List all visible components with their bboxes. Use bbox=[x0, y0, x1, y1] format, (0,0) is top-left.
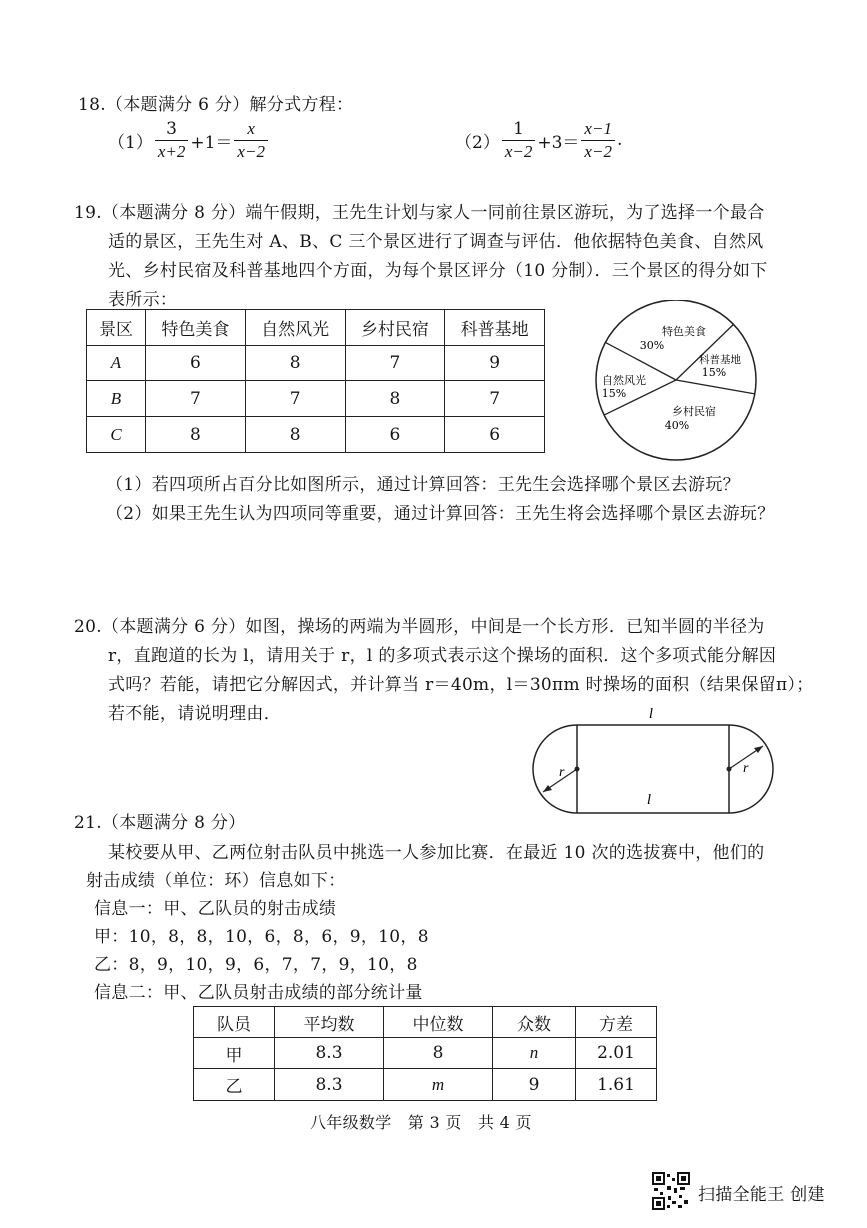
q21-info-2: 信息二：甲、乙队员射击成绩的部分统计量 bbox=[94, 983, 423, 1003]
table-cell: 1.61 bbox=[576, 1069, 657, 1101]
q18-p2-label: （2） bbox=[455, 132, 500, 153]
table-cell: 7 bbox=[146, 381, 246, 417]
table-cell: C bbox=[87, 417, 146, 453]
bottom-length-label: l bbox=[646, 792, 652, 808]
pie-label-pct: 15% bbox=[601, 387, 627, 400]
q21-info-1: 信息一：甲、乙队员的射击成绩 bbox=[94, 899, 337, 919]
numerator: x−1 bbox=[581, 118, 615, 141]
qr-code-icon bbox=[652, 1172, 690, 1210]
table-cell: 8 bbox=[384, 1038, 493, 1069]
q21-header: 21.（本题满分 8 分） bbox=[74, 813, 246, 833]
q19-line-2: 适的景区，王先生对 A、B、C 三个景区进行了调查与评估．他依据特色美食、自然风 bbox=[108, 232, 764, 252]
q21-jia-scores: 甲：10，8，8，10，6，8，6，9，10，8 bbox=[94, 927, 429, 947]
q19-line-1: 19.（本题满分 8 分）端午假期，王先生计划与家人一同前往景区游玩，为了选择一个最合 bbox=[74, 203, 765, 223]
table-row bbox=[87, 417, 545, 453]
q19-pie-chart bbox=[592, 300, 762, 470]
q18-equation-1 bbox=[108, 112, 270, 168]
denominator: x−2 bbox=[237, 141, 265, 161]
q18-p2-mid: +3＝ bbox=[537, 132, 580, 153]
table-row bbox=[194, 1069, 657, 1101]
table-cell: 7 bbox=[345, 346, 445, 381]
table-row bbox=[87, 346, 545, 381]
q20-track-figure bbox=[525, 700, 785, 820]
table-cell: 2.01 bbox=[576, 1038, 657, 1069]
table-cell: n bbox=[493, 1038, 576, 1069]
q19-score-table bbox=[86, 309, 545, 453]
table-row bbox=[194, 1038, 657, 1069]
left-radius-label: r bbox=[559, 765, 565, 780]
page-footer: 八年级数学 第 3 页 共 4 页 bbox=[310, 1113, 532, 1132]
table-cell: 8 bbox=[146, 417, 246, 453]
q19-sub-1: （1）若四项所占百分比如图所示，通过计算回答：王先生会选择哪个景区去游玩？ bbox=[106, 475, 740, 495]
denominator: x−2 bbox=[504, 141, 533, 161]
table-header-cell: 平均数 bbox=[275, 1007, 384, 1038]
pie-label-name: 特色美食 bbox=[662, 325, 706, 338]
table-header-cell: 自然风光 bbox=[245, 310, 345, 346]
table-cell: 6 bbox=[146, 346, 246, 381]
top-length-label: l bbox=[648, 706, 654, 722]
left-arrow-icon bbox=[543, 785, 552, 792]
q18-p1-mid: +1＝ bbox=[190, 132, 233, 153]
q20-line-1: 20.（本题满分 6 分）如图，操场的两端为半圆形，中间是一个长方形．已知半圆的半径为 bbox=[74, 617, 765, 637]
right-radius-label: r bbox=[743, 761, 749, 776]
table-cell: A bbox=[87, 346, 146, 381]
pie-label-name: 乡村民宿 bbox=[672, 405, 716, 418]
table-row bbox=[87, 381, 545, 417]
q18-p2-rhs-fraction bbox=[581, 118, 615, 163]
denominator: x+2 bbox=[157, 141, 186, 161]
q18-p1-label: （1） bbox=[108, 132, 153, 153]
pie-slice-boundary bbox=[676, 380, 755, 394]
table-cell: 7 bbox=[445, 381, 545, 417]
table-header-cell: 中位数 bbox=[384, 1007, 493, 1038]
table-cell: 乙 bbox=[194, 1069, 275, 1101]
pie-label-name: 自然风光 bbox=[602, 374, 646, 387]
q19-line-3: 光、乡村民宿及科普基地四个方面，为每个景区评分（10 分制）．三个景区的得分如下 bbox=[108, 261, 768, 281]
q21-line-2: 射击成绩（单位：环）信息如下： bbox=[86, 871, 346, 891]
table-cell: 6 bbox=[345, 417, 445, 453]
q18-header: 18.（本题满分 6 分）解分式方程： bbox=[78, 95, 354, 115]
table-cell: 甲 bbox=[194, 1038, 275, 1069]
table-cell: B bbox=[87, 381, 146, 417]
track-outline bbox=[533, 725, 773, 813]
pie-label-pct: 30% bbox=[639, 339, 665, 352]
right-arrow-icon bbox=[754, 746, 763, 753]
table-cell: 8 bbox=[245, 346, 345, 381]
table-header-cell: 科普基地 bbox=[445, 310, 545, 346]
q19-sub-2: （2）如果王先生认为四项同等重要，通过计算回答：王先生将会选择哪个景区去游玩？ bbox=[106, 504, 775, 524]
q18-equation-2 bbox=[455, 112, 622, 168]
table-header-cell: 方差 bbox=[576, 1007, 657, 1038]
table-header-row bbox=[194, 1007, 657, 1038]
q20-line-2: r，直跑道的长为 l，请用关于 r，l 的多项式表示这个操场的面积．这个多项式能分解因 bbox=[108, 646, 777, 666]
q19-line-4: 表所示： bbox=[108, 290, 178, 310]
table-header-cell: 众数 bbox=[493, 1007, 576, 1038]
q21-stats-table bbox=[193, 1006, 657, 1101]
table-cell: 7 bbox=[245, 381, 345, 417]
table-header-cell: 特色美食 bbox=[146, 310, 246, 346]
table-cell: 8 bbox=[345, 381, 445, 417]
table-cell: 8.3 bbox=[275, 1038, 384, 1069]
table-header-cell: 队员 bbox=[194, 1007, 275, 1038]
q18-p1-rhs-fraction bbox=[234, 118, 268, 163]
table-cell: 8 bbox=[245, 417, 345, 453]
numerator: x bbox=[234, 118, 268, 141]
pie-label-pct: 15% bbox=[701, 366, 727, 379]
q18-p2-end: . bbox=[616, 130, 623, 150]
q21-yi-scores: 乙：8，9，10，9，6，7，7，9，10，8 bbox=[94, 955, 418, 975]
table-cell: 6 bbox=[445, 417, 545, 453]
pie-label-name: 科普基地 bbox=[699, 354, 741, 366]
q21-line-1: 某校要从甲、乙两位射击队员中挑选一人参加比赛．在最近 10 次的选拔赛中，他们的 bbox=[108, 843, 765, 863]
numerator: 1 bbox=[502, 118, 536, 141]
denominator: x−2 bbox=[584, 141, 612, 161]
table-cell: 8.3 bbox=[275, 1069, 384, 1101]
table-cell: 9 bbox=[493, 1069, 576, 1101]
pie-label-pct: 40% bbox=[664, 419, 690, 432]
numerator: 3 bbox=[155, 118, 189, 141]
table-header-cell: 景区 bbox=[87, 310, 146, 346]
scanner-watermark: 扫描全能王 创建 bbox=[698, 1185, 825, 1205]
table-header-row bbox=[87, 310, 545, 346]
q20-line-4: 若不能，请说明理由． bbox=[108, 704, 281, 724]
table-header-cell: 乡村民宿 bbox=[345, 310, 445, 346]
q18-p2-lhs-fraction bbox=[502, 118, 536, 163]
q18-p1-lhs-fraction bbox=[155, 118, 189, 163]
table-cell: 9 bbox=[445, 346, 545, 381]
table-cell: m bbox=[384, 1069, 493, 1101]
q20-line-3: 式吗？若能，请把它分解因式，并计算当 r＝40m，l＝30πm 时操场的面积（结果保留π）； bbox=[108, 675, 814, 695]
